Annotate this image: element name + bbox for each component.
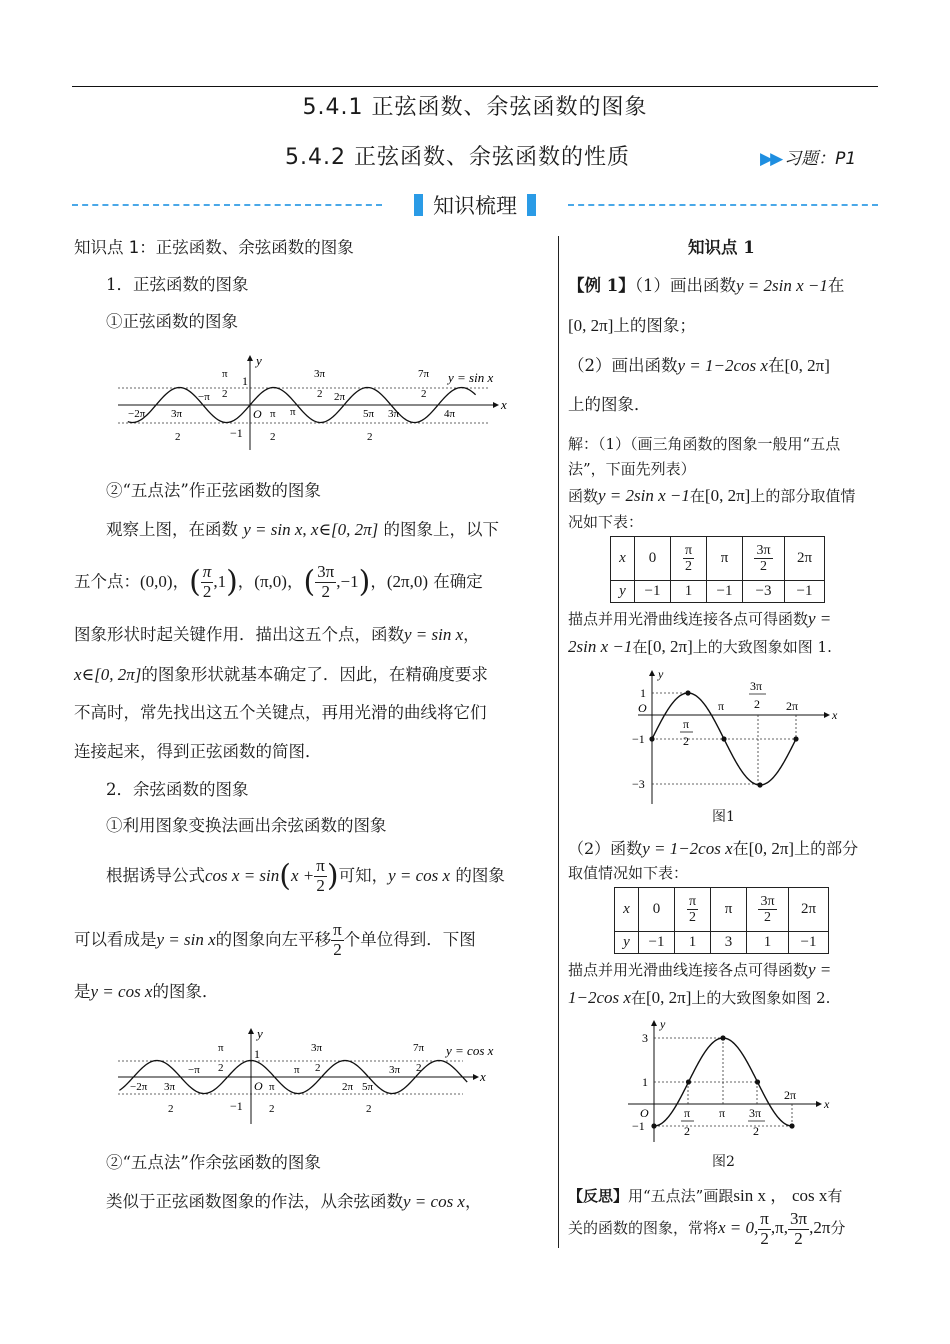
fig1-xtick-3pi2-den: 2 xyxy=(754,697,760,711)
column-divider xyxy=(558,236,559,1248)
q2-f-f2: 1−2cos x xyxy=(568,988,631,1007)
sine-ytick-neg1: −1 xyxy=(230,426,243,440)
fig1-point-0 xyxy=(649,736,654,741)
sine-axis-y: y xyxy=(256,353,262,368)
sine-y-arrow xyxy=(247,355,253,361)
para-10: 类似于正弦函数图象的作法，从余弦函数y = cos x， xyxy=(106,1192,482,1211)
p7-c: 的图象 xyxy=(455,866,505,885)
table1-v3: −1 xyxy=(707,581,743,603)
sol-c-c: 上的部分取值情 xyxy=(750,487,856,505)
fig2-axis-x: x xyxy=(824,1097,830,1111)
fig1-point-1 xyxy=(685,690,690,695)
p2-one: 1 xyxy=(217,572,227,591)
sine-tick-7pi-2-den: 2 xyxy=(421,388,427,400)
reflect-pi: π xyxy=(775,1218,784,1237)
p3-text: 图象形状时起关键作用．描出这五个点，函数 xyxy=(74,625,404,644)
table2-v4: 1 xyxy=(747,932,789,954)
q2-line-a xyxy=(568,840,858,857)
ex-q2-a: （2）画出函数 xyxy=(568,356,678,375)
cos-tick-neg-pi: −π xyxy=(188,1064,200,1076)
reflect-c: 关的函数的图象，常将 xyxy=(568,1219,719,1237)
figure-1 xyxy=(628,668,848,808)
example-q1-line2 xyxy=(568,317,696,335)
table1-h3: π xyxy=(707,537,743,581)
solution-line-e: 描点并用光滑曲线连接各点可得函数y = xyxy=(568,609,832,628)
table2-h2 xyxy=(675,888,711,932)
p1-domain: x∈[0, 2π] xyxy=(310,520,379,539)
example-q2-line1 xyxy=(568,357,830,375)
p1-a: 观察上图，在函数 xyxy=(106,520,238,539)
table1-value-row xyxy=(611,581,825,603)
para-5: 不高时，常先找出这五个关键点，再用光滑的曲线将它们 xyxy=(74,703,487,722)
section-bar-right xyxy=(527,194,536,216)
section-title xyxy=(72,190,878,220)
q2-a: （2）函数 xyxy=(568,839,643,858)
fig2-caption: 图2 xyxy=(712,1154,735,1170)
sine-tick-neg-3pi-2: 3π xyxy=(171,408,183,420)
solution-line-a: 解：（1）（画三角函数的图象一般用“五点 xyxy=(568,435,841,453)
cos-axis-y: y xyxy=(257,1026,263,1041)
reflect-line-1 xyxy=(568,1187,842,1204)
p10-ycosx: y = cos x xyxy=(403,1192,465,1211)
para-7: 根据诱导公式cos x = sin(x + $\frac{\pi}{2}$ )可知，y = cos x 的图象 xyxy=(106,856,505,895)
sine-origin: O xyxy=(253,407,262,421)
p7-b: 可知， xyxy=(338,866,389,885)
fig2-xtick-pi: π xyxy=(719,1106,726,1120)
fig2-point-1 xyxy=(686,1079,691,1084)
ex-interval-1: [0, 2π] xyxy=(568,316,614,335)
sine-tick-7pi-2: 7π xyxy=(418,368,430,380)
sol-interval: [0, 2π] xyxy=(704,486,751,505)
table2-v0: y xyxy=(615,932,639,954)
table2-h0: x xyxy=(615,888,639,932)
sine-tick-neg-2pi: −2π xyxy=(128,408,146,420)
fig1-y-arrow xyxy=(649,670,655,676)
q2-b: 在 xyxy=(732,839,749,858)
q2-e: 描点并用光滑曲线连接各点可得函数 xyxy=(568,961,809,979)
ex-q2-b: 在 xyxy=(767,356,785,375)
table2-h5: 2π xyxy=(789,888,829,932)
right-kp-title: 知识点 1 xyxy=(688,238,755,257)
table1-h5: 2π xyxy=(785,537,825,581)
fig2-ytick-neg1: −1 xyxy=(632,1119,645,1133)
cos-x-arrow xyxy=(473,1074,479,1080)
reflect-tag: 【反思】 xyxy=(568,1187,629,1205)
cos-ytick-1: 1 xyxy=(254,1047,260,1061)
t2-h4-den: 2 xyxy=(763,910,771,925)
fig2-x-arrow xyxy=(816,1101,822,1107)
exercise-label: 习题：P1 xyxy=(784,149,857,169)
ex-q1-a: （1）画出函数 xyxy=(634,276,736,295)
p4-text: 的图象形状就基本确定了．因此，在精确度要求 xyxy=(141,665,488,684)
para-6: 连接起来，得到正弦函数的简图． xyxy=(74,742,322,761)
para-2: 五个点：(0,0)，( $\frac{\pi}{2}$ ,1)，(π,0)，( $\frac{3\pi}{2}$ ,−1)，(2π,0) 在确定 xyxy=(74,562,483,601)
reflect-xeq: x = 0, xyxy=(718,1218,759,1237)
q2-interval: [0, 2π] xyxy=(748,839,795,858)
fig1-xtick-pi2-den: 2 xyxy=(683,734,689,748)
table1-v5: −1 xyxy=(785,581,825,603)
cos-tick-neg-3pi-2-den: 2 xyxy=(168,1103,174,1115)
sine-tick-4pi: 4π xyxy=(444,408,456,420)
p7-identity: cos x = sin xyxy=(205,866,280,885)
p2-lead: 五个点： xyxy=(74,572,140,591)
fig1-axis-y: y xyxy=(658,667,664,681)
p2-tail: 在确定 xyxy=(433,572,483,591)
top-rule xyxy=(72,86,878,87)
sine-tick-3pi: 3π xyxy=(388,408,400,420)
value-table-1 xyxy=(610,536,825,603)
sol-f-f1: 2sin x −1 xyxy=(568,637,633,656)
table2-v2: 1 xyxy=(675,932,711,954)
fig1-xtick-pi: π xyxy=(718,699,725,713)
cos-tick-neg-3pi-2: 3π xyxy=(164,1081,176,1093)
point-pi-0: (π,0) xyxy=(254,572,287,591)
cos-y-arrow xyxy=(248,1028,254,1034)
example-tag: 【例 1】 xyxy=(568,276,635,295)
p8-frac-num: π xyxy=(333,920,342,940)
p8-c: 个单位得到．下图 xyxy=(343,930,476,949)
fig1-x-arrow xyxy=(824,712,830,718)
fig1-ytick-1: 1 xyxy=(640,686,646,700)
point-0-0: (0,0) xyxy=(140,572,173,591)
s1-title: 1．正弦函数的图象 xyxy=(106,275,249,294)
sine-tick-2pi: 2π xyxy=(334,391,346,403)
point-2pi-0: (2π,0) xyxy=(386,572,428,591)
reflect-comma1: , xyxy=(770,1218,776,1237)
sol-e: 描点并用光滑曲线连接各点可得函数 xyxy=(568,610,809,628)
p8-a: 可以看成是 xyxy=(74,930,157,949)
cos-tick-pi-2-den: 2 xyxy=(218,1062,224,1074)
table1-v1: −1 xyxy=(635,581,671,603)
sine-tick-pi: π xyxy=(290,406,296,418)
sine-tick-5pi-2-den: 2 xyxy=(367,431,373,443)
sine-tick-neg-3pi-2-den: 2 xyxy=(175,431,181,443)
cos-tick-7pi-2: 7π xyxy=(413,1042,425,1054)
p2-frac-num-pi: π xyxy=(202,562,212,582)
table2-v3: 3 xyxy=(711,932,747,954)
cos-origin: O xyxy=(254,1079,263,1093)
q2-c: 上的部分 xyxy=(794,839,859,858)
table2-value-row xyxy=(615,932,829,954)
fig1-point-3 xyxy=(757,782,762,787)
table1-v2: 1 xyxy=(671,581,707,603)
q2-f2: y = 1−2cos x xyxy=(642,839,733,858)
reflect-comma2: , xyxy=(783,1218,788,1237)
fig1-xtick-3pi2-num: 3π xyxy=(750,679,763,693)
ex-q1-c: 上的图象； xyxy=(613,316,696,335)
table2-h4 xyxy=(747,888,789,932)
ex-q1-b: 在 xyxy=(827,276,845,295)
table1-h2 xyxy=(671,537,707,581)
reflect-b: 有 xyxy=(827,1187,843,1205)
fig1-axis-x: x xyxy=(832,708,838,722)
example-q2-line2: 上的图象． xyxy=(568,395,651,414)
fig2-ytick-1: 1 xyxy=(642,1075,648,1089)
fig2-point-0 xyxy=(651,1123,656,1128)
cos-tick-3pi-2-den: 2 xyxy=(315,1062,321,1074)
table1-v4: −3 xyxy=(743,581,785,603)
figure-2 xyxy=(624,1018,844,1148)
solution-line-b: 法”，下面先列表） xyxy=(568,460,696,478)
fig2-ytick-3: 3 xyxy=(642,1031,648,1045)
fig2-point-2 xyxy=(720,1035,725,1040)
p1-ysinx: y = sin x xyxy=(243,520,303,539)
q2-line-d: 取值情况如下表： xyxy=(568,864,689,882)
reflect-frac1-den: 2 xyxy=(760,1228,769,1248)
p4-domain: x∈[0, 2π] xyxy=(74,665,142,684)
p8-ysinx: y = sin x xyxy=(156,930,216,949)
value-table-2 xyxy=(614,887,829,954)
p9-b: 的图象． xyxy=(152,982,219,1001)
fig2-xtick-2pi: 2π xyxy=(784,1088,797,1102)
ex-interval-2: [0, 2π] xyxy=(784,356,830,375)
fig1-ytick-neg1: −1 xyxy=(632,732,645,746)
para-3: 图象形状时起关键作用．描出这五个点，函数y = sin x， xyxy=(74,625,480,644)
solution-line-f xyxy=(568,638,832,655)
t1-h4-den: 2 xyxy=(759,559,767,574)
fig2-xtick-pi2-num: π xyxy=(684,1106,691,1120)
fig2-y-arrow xyxy=(651,1020,657,1026)
table2-v5: −1 xyxy=(789,932,829,954)
para-4 xyxy=(74,666,488,684)
cos-tick-5pi-2: 5π xyxy=(362,1081,374,1093)
q2-f-b: 在 xyxy=(630,989,646,1007)
q2-f-interval: [0, 2π] xyxy=(645,988,692,1007)
table1-h0: x xyxy=(611,537,635,581)
cos-tick-neg-pi-2: π xyxy=(269,1081,275,1093)
fig2-point-3 xyxy=(755,1079,760,1084)
table1-header-row xyxy=(611,537,825,581)
cosine-graph xyxy=(118,1026,518,1126)
cos-tick-7pi-2-den: 2 xyxy=(416,1062,422,1074)
reflect-sinx: sin x ， xyxy=(733,1186,788,1205)
solution-line-c xyxy=(568,487,855,504)
sine-tick-3pi-2-top: 3π xyxy=(314,368,326,380)
p7-ycosx: y = cos x xyxy=(388,866,451,885)
sine-ytick-1: 1 xyxy=(242,374,248,388)
sine-tick-neg-pi: −π xyxy=(198,391,210,403)
p1-b: 的图象上，以下 xyxy=(383,520,500,539)
cos-tick-pi-2: π xyxy=(218,1042,224,1054)
fig2-origin: O xyxy=(640,1106,649,1120)
table2-h1: 0 xyxy=(639,888,675,932)
sine-graph xyxy=(118,355,518,455)
sine-tick-pi-2-top-den: 2 xyxy=(222,388,228,400)
fig2-axis-y: y xyxy=(660,1017,666,1031)
section-title-text: 知识梳理 xyxy=(433,194,517,218)
fig1-xtick-pi2-num: π xyxy=(683,717,690,731)
p2-frac-den-2b: 2 xyxy=(321,582,330,601)
t2-h4-num: 3π xyxy=(760,893,775,909)
p2-frac-den-2: 2 xyxy=(202,582,212,601)
sine-x-arrow xyxy=(493,402,499,408)
sol-f-c: 上的大致图象如图 1. xyxy=(692,638,832,656)
p8-b: 的图象向左平移 xyxy=(215,930,332,949)
sol-c-a: 函数 xyxy=(568,487,599,505)
q2-line-e: 描点并用光滑曲线连接各点可得函数y = xyxy=(568,960,832,979)
sine-tick-pi-2-top: π xyxy=(222,368,228,380)
t1-h2-den: 2 xyxy=(684,559,692,574)
fig1-origin: O xyxy=(638,701,647,715)
para-1: 观察上图，在函数 y = sin x, x∈[0, 2π] 的图象上，以下 xyxy=(106,520,500,539)
reflect-a: 用“五点法”画跟 xyxy=(628,1187,734,1205)
fig2-xtick-3pi2-num: 3π xyxy=(749,1106,762,1120)
cos-tick-3pi: 3π xyxy=(389,1064,401,1076)
sol-c-b: 在 xyxy=(689,487,705,505)
s1-sub1: ①正弦函数的图象 xyxy=(106,312,238,331)
solution-line-d: 况如下表： xyxy=(568,513,644,531)
cos-ytick-neg1: −1 xyxy=(230,1099,243,1113)
t1-h4-num: 3π xyxy=(756,542,771,558)
title-5-4-1: 5.4.1 正弦函数、余弦函数的图象 xyxy=(302,95,648,120)
sol-f-interval: [0, 2π] xyxy=(647,637,693,656)
fig1-point-2 xyxy=(721,736,726,741)
sine-tick-neg-pi-2-den: 2 xyxy=(270,431,276,443)
cos-axis-x: x xyxy=(480,1069,486,1084)
reflect-d: 分 xyxy=(830,1219,846,1237)
ex-f1: y = 2sin x −1 xyxy=(735,276,828,295)
reflect-cosx: cos x xyxy=(791,1186,828,1205)
table1-h4 xyxy=(743,537,785,581)
sine-tick-3pi-2-top-den: 2 xyxy=(317,388,323,400)
table2-v1: −1 xyxy=(639,932,675,954)
p7-a: 根据诱导公式 xyxy=(106,866,205,885)
fig2-xtick-pi2-den: 2 xyxy=(684,1124,690,1138)
p2-neg1: −1 xyxy=(340,572,359,591)
reflect-frac1-num: π xyxy=(760,1208,769,1228)
p8-frac-den: 2 xyxy=(333,940,342,959)
sine-axis-x: x xyxy=(501,397,507,412)
p7-frac-den: 2 xyxy=(316,876,325,895)
para-9 xyxy=(74,983,218,1001)
fig1-ytick-neg3: −3 xyxy=(632,777,645,791)
cos-tick-pi: π xyxy=(294,1064,300,1076)
sol-f1: y = 2sin x −1 xyxy=(598,486,690,505)
sine-curve-label: y = sin x xyxy=(448,370,494,385)
reflect-2pi: ,2π xyxy=(809,1218,831,1237)
cos-tick-3pi-2: 3π xyxy=(311,1042,323,1054)
p9-ycosx: y = cos x xyxy=(90,982,153,1001)
fig2-point-4 xyxy=(789,1123,794,1128)
fig1-caption: 图1 xyxy=(712,809,735,825)
p10-text: 类似于正弦函数图象的作法，从余弦函数 xyxy=(106,1192,403,1211)
p9-a: 是 xyxy=(74,982,91,1001)
p2-frac-num-3pi: 3π xyxy=(317,562,335,582)
reflect-frac2-den: 2 xyxy=(794,1228,803,1248)
cos-curve-label: y = cos x xyxy=(446,1043,494,1058)
cos-tick-2pi: 2π xyxy=(342,1081,354,1093)
t2-h2-den: 2 xyxy=(688,910,696,925)
sine-tick-neg-pi-2: π xyxy=(270,408,276,420)
section-bar-left xyxy=(414,194,423,216)
title-5-4-2: 5.4.2 正弦函数、余弦函数的性质 xyxy=(285,145,630,170)
fig1-xtick-2pi: 2π xyxy=(786,699,799,713)
q2-f-c: 上的大致图象如图 2. xyxy=(691,989,831,1007)
s2-title: 2．余弦函数的图象 xyxy=(106,780,249,799)
table2-h3: π xyxy=(711,888,747,932)
kp1-heading: 知识点 1：正弦函数、余弦函数的图象 xyxy=(74,238,354,257)
cos-tick-neg-2pi: −2π xyxy=(130,1081,148,1093)
cos-tick-neg-pi-2-den: 2 xyxy=(269,1103,275,1115)
para-8 xyxy=(74,917,476,963)
sine-tick-5pi-2: 5π xyxy=(363,408,375,420)
ex-f2: y = 1−2cos x xyxy=(677,356,768,375)
table2-header-row xyxy=(615,888,829,932)
s1-sub2: ②“五点法”作正弦函数的图象 xyxy=(106,481,321,500)
sol-f-b: 在 xyxy=(632,638,648,656)
exercise-link[interactable] xyxy=(760,144,856,169)
p7-xplus: x + xyxy=(291,866,315,885)
table1-h1: 0 xyxy=(635,537,671,581)
p3-ysinx: y = sin x xyxy=(404,625,464,644)
t2-h2-num: π xyxy=(688,893,697,909)
reflect-line-2 xyxy=(568,1206,845,1250)
table1-v0: y xyxy=(611,581,635,603)
fig1-point-4 xyxy=(793,736,798,741)
reflect-frac2-num: 3π xyxy=(789,1208,808,1228)
double-arrow-icon: ▶▶ xyxy=(760,149,781,169)
cos-tick-5pi-2-den: 2 xyxy=(366,1103,372,1115)
s2-sub2: ②“五点法”作余弦函数的图象 xyxy=(106,1153,321,1172)
fig2-xtick-3pi2-den: 2 xyxy=(753,1124,759,1138)
t1-h2-num: π xyxy=(684,542,693,558)
p7-frac-num: π xyxy=(316,856,325,876)
example-q1-line1 xyxy=(568,277,844,295)
s2-sub1: ①利用图象变换法画出余弦函数的图象 xyxy=(106,816,387,835)
section-band xyxy=(72,190,878,220)
q2-line-f xyxy=(568,989,830,1006)
